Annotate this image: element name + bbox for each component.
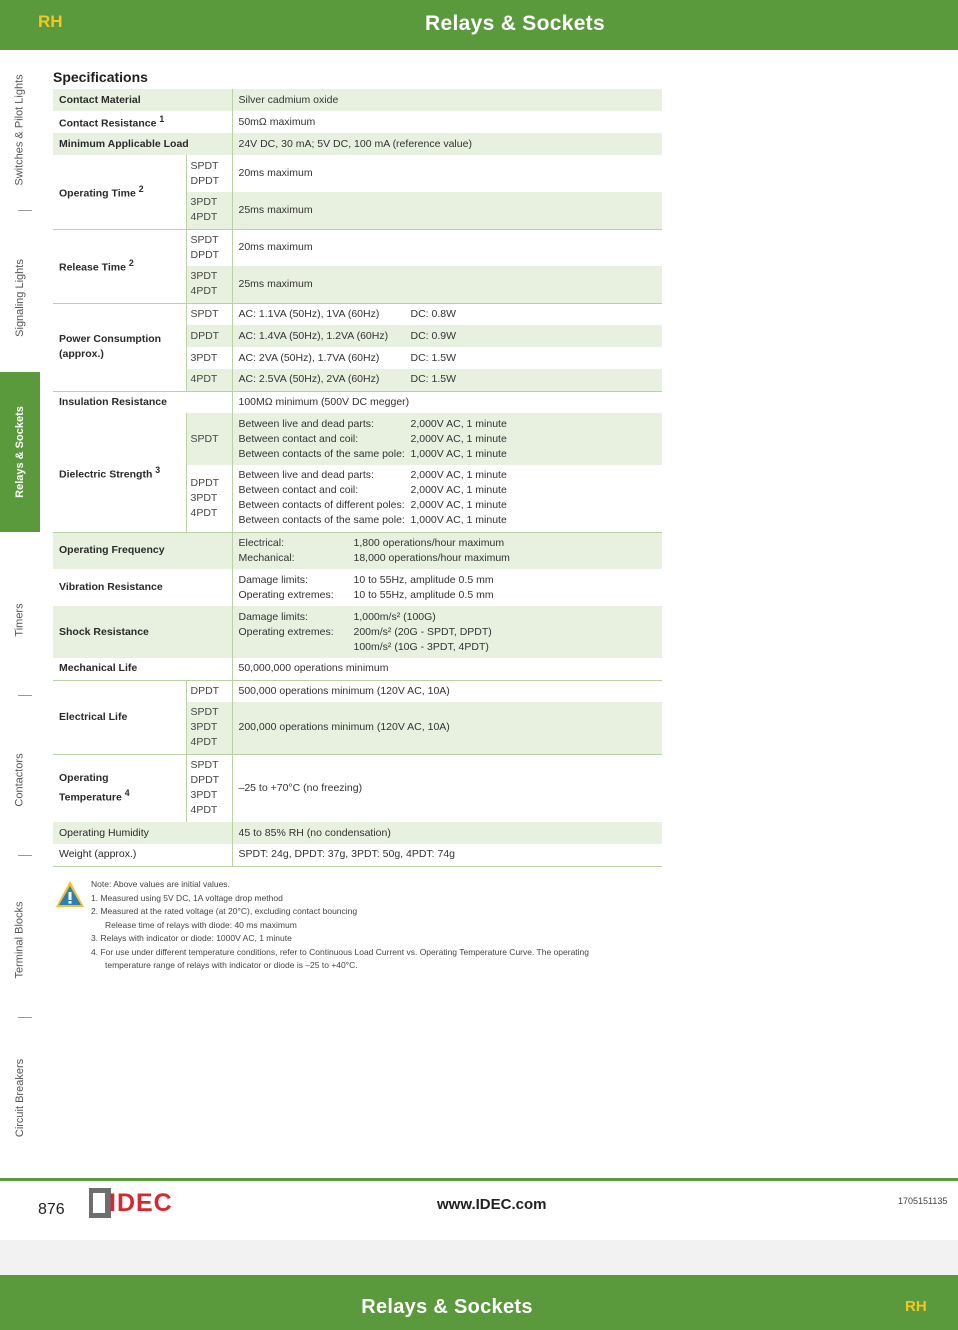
spec-row-power-3: 3PDT AC: 2VA (50Hz), 1.7VA (60Hz) DC: 1.5W bbox=[53, 347, 662, 369]
footer-rule bbox=[0, 1178, 958, 1181]
spec-row-operating-frequency: Operating Frequency Electrical: 1,800 operations/hour maximum Mechanical: 18,000 operations/hour maximum bbox=[53, 532, 662, 569]
spec-row-vibration: Vibration Resistance Damage limits: 10 to 55Hz, amplitude 0.5 mm Operating extremes: 10 to 55Hz, amplitude 0.5 mm bbox=[53, 569, 662, 606]
section-code: RH bbox=[38, 12, 63, 31]
spec-row-operating-temperature: Operating Temperature $^4$ SPDT DPDT 3PDT 4PDT –25 to +70°C (no freezing) bbox=[53, 754, 662, 822]
bottom-header-bar bbox=[0, 1275, 958, 1330]
spec-row-dielectric-2: DPDT 3PDT 4PDT Between live and dead parts: 2,000V AC, 1 minute Between contact and coil: 2,000V AC, 1 minute Between contacts of different poles: 2,000V AC, 1 minute Between contacts of the same pole: 1,000V AC, 1 minute bbox=[53, 465, 662, 532]
note-2: 2. Measured at the rated voltage (at 20°C), excluding contact bouncing bbox=[91, 906, 358, 916]
sidebar-item-terminal-blocks[interactable]: Terminal Blocks bbox=[14, 901, 26, 979]
spec-row-humidity: Operating Humidity 45 to 85% RH (no condensation) bbox=[53, 822, 662, 844]
document-number: 1705151135 bbox=[898, 1196, 948, 1206]
spec-row-release-time: Release Time $^2$ SPDT DPDT 20ms maximum bbox=[53, 229, 662, 266]
note-4: 4. For use under different temperature conditions, refer to Continuous Load Current vs. Operating Temperature Curve. The operating bbox=[91, 946, 590, 957]
sidebar-item-signaling[interactable]: Signaling Lights bbox=[14, 258, 27, 337]
page-title: Relays & Sockets bbox=[425, 12, 605, 35]
sidebar-item-relays[interactable]: Relays & Sockets bbox=[0, 372, 40, 532]
top-header-bar bbox=[0, 0, 958, 50]
note-3: 3. Relays with indicator or diode: 1000V AC, 1 minute bbox=[91, 933, 292, 943]
sidebar-divider bbox=[18, 210, 32, 211]
next-page-title: Relays & Sockets bbox=[361, 1296, 533, 1318]
sidebar-item-contactors[interactable]: Contactors bbox=[14, 753, 27, 807]
note-2-cont: Release time of relays with diode: 40 ms maximum bbox=[105, 919, 297, 930]
spec-row-electrical-life-2: SPDT 3PDT 4PDT 200,000 operations minimum (120V AC, 10A) bbox=[53, 702, 662, 754]
page-number: 876 bbox=[38, 1201, 65, 1218]
spec-row-power-4: 4PDT AC: 2.5VA (50Hz), 2VA (60Hz) DC: 1.5W bbox=[53, 369, 662, 391]
note-intro: Note: Above values are initial values. bbox=[91, 879, 230, 889]
spec-row-contact-resistance: Contact Resistance $^1$ 50mΩ maximum bbox=[53, 111, 662, 133]
sidebar-item-timers[interactable]: Timers bbox=[13, 603, 26, 637]
category-sidebar bbox=[0, 50, 40, 1170]
spec-row-release-time-2: 3PDT 4PDT 25ms maximum bbox=[53, 266, 662, 303]
spec-row-weight: Weight (approx.) SPDT: 24g, DPDT: 37g, 3PDT: 50g, 4PDT: 74g bbox=[53, 844, 662, 866]
caution-icon bbox=[55, 880, 85, 908]
spec-row-power: Power Consumption (approx.) SPDT AC: 1.1VA (50Hz), 1VA (60Hz) DC: 0.8W bbox=[53, 303, 662, 325]
spec-row-insulation: Insulation Resistance 100MΩ minimum (500V DC megger) bbox=[53, 391, 662, 413]
sidebar-divider bbox=[18, 855, 32, 856]
spec-row-contact-material: Contact Material Silver cadmium oxide bbox=[53, 89, 662, 111]
spec-row-operating-time: Operating Time $^2$ SPDT DPDT 20ms maximum bbox=[53, 155, 662, 192]
sidebar-divider bbox=[18, 695, 32, 696]
spec-row-mechanical-life: Mechanical Life 50,000,000 operations minimum bbox=[53, 658, 662, 680]
spec-row-shock: Shock Resistance Damage limits: 1,000m/s² (100G) Operating extremes: 200m/s² (20G - SPDT, DPDT) 100m/s² (10G - 3PDT, 4PDT) bbox=[53, 606, 662, 658]
website-link[interactable]: www.IDEC.com bbox=[437, 1196, 547, 1213]
note-1: 1. Measured using 5V DC, 1A voltage drop method bbox=[91, 892, 283, 903]
spec-row-dielectric: Dielectric Strength $^3$ SPDT Between live and dead parts: 2,000V AC, 1 minute Between contact and coil: 2,000V AC, 1 minute Between contacts of the same pole: 1,000V AC, 1 minute bbox=[53, 413, 662, 465]
next-page-code: RH bbox=[905, 1298, 927, 1315]
spec-row-electrical-life: Electrical Life DPDT 500,000 operations minimum (120V AC, 10A) bbox=[53, 680, 662, 702]
spec-row-min-load: Minimum Applicable Load 24V DC, 30 mA; 5V DC, 100 mA (reference value) bbox=[53, 133, 662, 155]
sidebar-item-circuit-breakers[interactable]: Circuit Breakers bbox=[14, 1058, 26, 1137]
spec-row-operating-time-2: 3PDT 4PDT 25ms maximum bbox=[53, 192, 662, 229]
note-4-cont: temperature range of relays with indicator or diode is –25 to +40°C. bbox=[105, 960, 358, 970]
sidebar-divider bbox=[18, 1017, 32, 1018]
page-gap bbox=[0, 1240, 958, 1275]
idec-logo[interactable] bbox=[89, 1188, 179, 1218]
spec-row-power-2: DPDT AC: 1.4VA (50Hz), 1.2VA (60Hz) DC: 0.9W bbox=[53, 325, 662, 347]
specifications-heading: Specifications bbox=[53, 69, 148, 85]
sidebar-item-switches[interactable]: Switches & Pilot Lights bbox=[14, 74, 26, 186]
brand-wordmark: IDEC bbox=[109, 1189, 173, 1217]
specifications-table bbox=[53, 89, 662, 867]
